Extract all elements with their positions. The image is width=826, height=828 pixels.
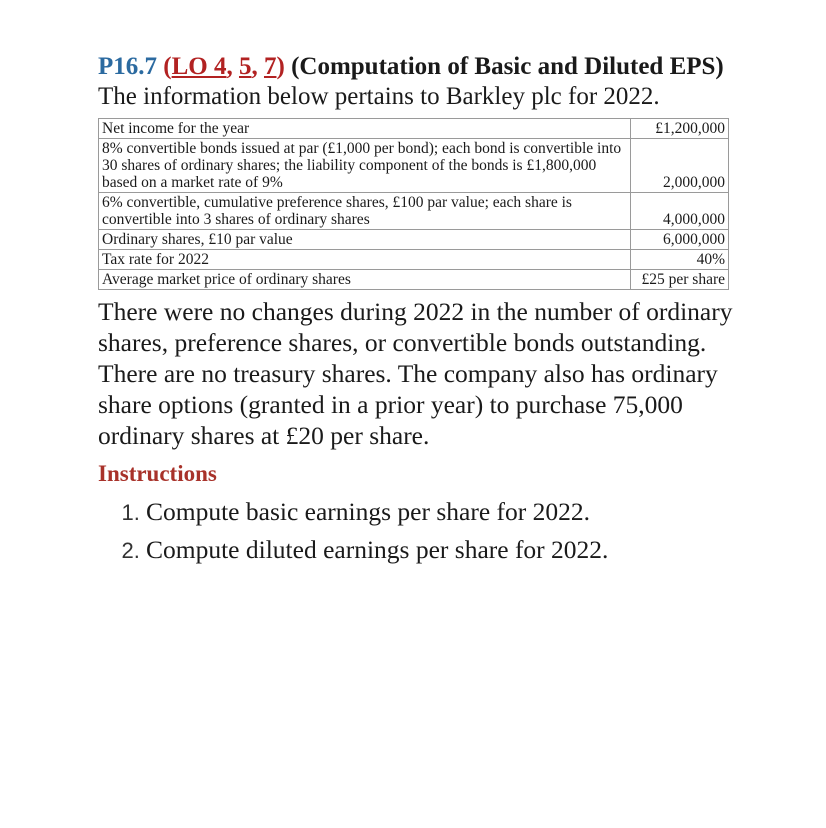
row-label: Ordinary shares, £10 par value [99, 230, 631, 250]
lo-4-link[interactable]: LO 4 [171, 53, 227, 80]
problem-paragraph: There were no changes during 2022 in the number of ordinary shares, preference shares, or convertible bonds outstanding. There are no treasury shares. The company also has ordinary share options (granted in a prior year) to purchase 75,000 ordinary shares at £20 per share. [98, 297, 733, 450]
table-row [99, 139, 729, 193]
instruction-item: 2. Compute diluted earnings per share for 2022. [146, 531, 734, 569]
problem-title: (Computation of Basic and Diluted EPS) [291, 53, 724, 80]
row-amount: 40% [631, 250, 729, 270]
table-row [99, 250, 729, 270]
row-label: Average market price of ordinary shares [99, 270, 631, 290]
instructions-heading: Instructions [98, 461, 217, 486]
lo-separator: , [251, 53, 264, 80]
row-amount: £1,200,000 [631, 119, 729, 139]
info-table [98, 118, 729, 290]
table-row [99, 230, 729, 250]
table-row [99, 193, 729, 230]
row-label: 8% convertible bonds issued at par (£1,000 per bond); each bond is convertible into 30 shares of ordinary shares; the liability component of the bonds is £1,800,000 based on a market rate of 9% [99, 139, 631, 193]
row-amount: £25 per share [631, 270, 729, 290]
problem-heading [98, 52, 734, 112]
row-amount: 6,000,000 [631, 230, 729, 250]
lo-close-paren: ) [276, 53, 285, 80]
row-label: Tax rate for 2022 [99, 250, 631, 270]
row-label: 6% convertible, cumulative preference shares, £100 par value; each share is convertible into 3 shares of ordinary shares [99, 193, 631, 230]
instruction-item: 1. Compute basic earnings per share for 2022. [146, 493, 734, 531]
lo-7-link[interactable]: 7 [263, 53, 277, 80]
row-label: Net income for the year [99, 119, 631, 139]
problem-intro: The information below pertains to Barkley plc for 2022. [98, 83, 660, 110]
problem-container [98, 52, 734, 569]
row-amount: 2,000,000 [631, 139, 729, 193]
instructions-list [98, 493, 734, 569]
problem-id: P16.7 [98, 53, 158, 80]
lo-separator: , [226, 53, 239, 80]
table-row [99, 119, 729, 139]
table-row [99, 270, 729, 290]
row-amount: 4,000,000 [631, 193, 729, 230]
lo-open-paren: ( [163, 53, 172, 80]
lo-5-link[interactable]: 5 [238, 53, 252, 80]
